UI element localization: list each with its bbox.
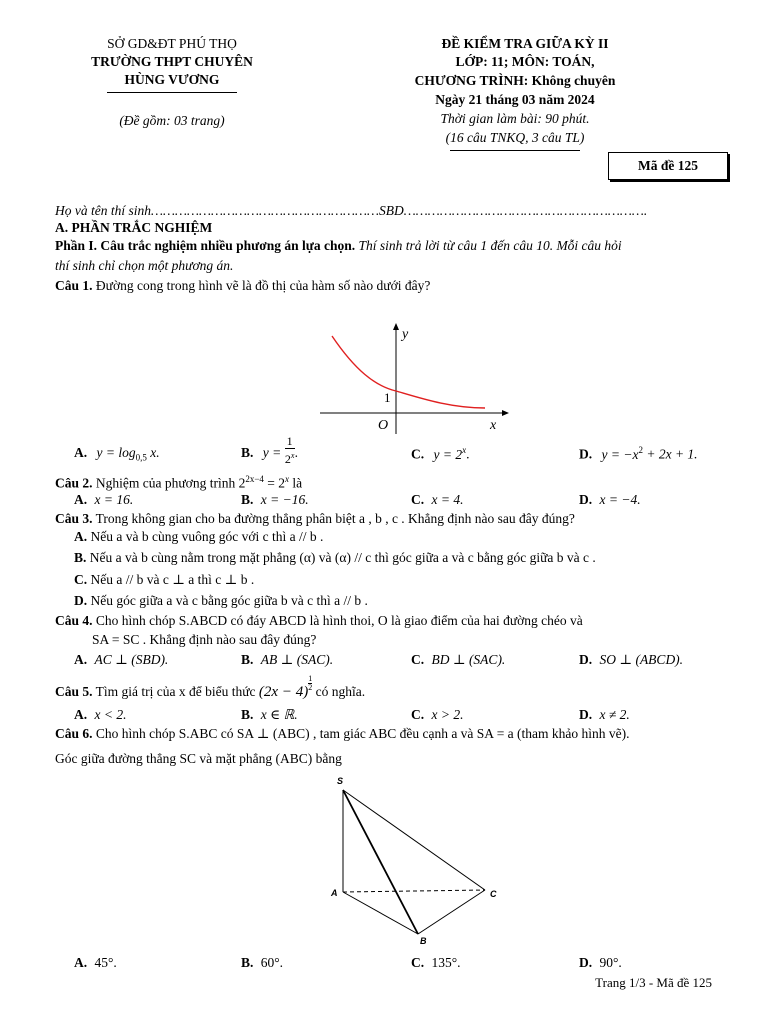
- option-letter: B.: [241, 707, 254, 722]
- option-letter: D.: [579, 707, 593, 722]
- option-text: AB ⊥ (SAC).: [260, 652, 334, 667]
- fraction-denominator: 2: [284, 452, 291, 466]
- question-tail: có nghĩa.: [312, 684, 366, 699]
- option-sub: 0,5: [135, 452, 147, 463]
- option-letter: C.: [411, 492, 425, 507]
- option-text: Nếu a và b cùng vuông góc với c thì a // b .: [90, 529, 324, 544]
- student-info-line: Họ và tên thí sinh…………………………………………………SBD…………………………………………………….: [55, 203, 648, 218]
- vertex-A-label: A: [331, 888, 338, 898]
- option-text: 135°.: [431, 955, 461, 970]
- intercept-label: 1: [384, 390, 391, 405]
- question-4: [55, 613, 583, 629]
- option-letter: C.: [411, 707, 425, 722]
- edge-SB: [343, 790, 418, 934]
- question-text: Cho hình chóp S.ABC có SA ⊥ (ABC) , tam giác ABC đều cạnh a và SA = a (tham khảo hình vẽ).: [92, 726, 630, 741]
- option-letter: D.: [579, 652, 593, 667]
- option-text: x = −16.: [260, 492, 309, 507]
- vertex-B-label: B: [420, 936, 427, 946]
- q2-option-d[interactable]: [579, 492, 641, 508]
- q6-option-b[interactable]: [241, 955, 283, 971]
- q4-option-a[interactable]: [74, 652, 168, 668]
- equation-rhs: = 2: [263, 475, 286, 491]
- q3-option-a[interactable]: [74, 529, 323, 545]
- equation-base: 2: [238, 475, 246, 491]
- option-fraction: [285, 435, 295, 466]
- question-label: Câu 6.: [55, 726, 93, 741]
- equation-exponent: 2x−4: [245, 474, 264, 484]
- option-text: x = 4.: [431, 492, 464, 507]
- option-text: y = −x: [601, 446, 639, 462]
- exponential-curve: [332, 336, 485, 408]
- exam-composition: (16 câu TNKQ, 3 câu TL): [445, 130, 585, 145]
- exam-code-box: Mã đề 125: [608, 152, 728, 180]
- q1-option-b[interactable]: [241, 435, 298, 466]
- page-footer: Trang 1/3 - Mã đề 125: [595, 975, 712, 990]
- question-4-line2: SA = SC . Khẳng định nào sau đây đúng?: [92, 632, 317, 647]
- section-title: A. PHẦN TRẮC NGHIỆM: [55, 220, 213, 235]
- part1-heading: Phần I. Câu trắc nghiệm nhiều phương án lựa chọn.: [55, 238, 356, 253]
- q3-option-c[interactable]: [74, 572, 254, 588]
- divider: [450, 150, 580, 151]
- origin-label: O: [378, 418, 389, 433]
- option-letter: C.: [74, 572, 88, 587]
- class-subject: LỚP: 11; MÔN: TOÁN,: [455, 54, 595, 69]
- q3-option-b[interactable]: [74, 550, 596, 566]
- option-text: Nếu a // b và c ⊥ a thì c ⊥ b .: [90, 572, 255, 587]
- question-label: Câu 2.: [55, 475, 93, 491]
- option-sup: 2: [638, 445, 643, 455]
- option-text: 45°.: [94, 955, 117, 970]
- part1-instruction-line2: thí sinh chỉ chọn một phương án.: [55, 258, 234, 273]
- exponent-denominator: 2: [308, 683, 313, 692]
- option-letter: A.: [74, 445, 88, 460]
- option-tail: x.: [146, 445, 160, 460]
- option-tail: .: [466, 446, 470, 462]
- exam-date: Ngày 21 tháng 03 năm 2024: [435, 92, 595, 107]
- exponent-numerator: 1: [308, 674, 313, 683]
- option-letter: C.: [411, 955, 425, 970]
- vertex-C-label: C: [490, 889, 497, 899]
- q5-option-a[interactable]: [74, 707, 126, 723]
- q4-option-c[interactable]: [411, 652, 505, 668]
- department-name: SỞ GD&ĐT PHÚ THỌ: [107, 36, 237, 51]
- q5-option-b[interactable]: [241, 707, 298, 723]
- option-letter: B.: [241, 445, 254, 460]
- q2-option-b[interactable]: [241, 492, 309, 508]
- option-text: 60°.: [260, 955, 284, 970]
- option-letter: B.: [241, 492, 254, 507]
- question-label: Câu 5.: [55, 684, 93, 699]
- question-6-line2: Góc giữa đường thẳng SC và mặt phẳng (ABC) bằng: [55, 751, 342, 766]
- option-text: y = 2: [433, 446, 463, 462]
- part1-instruction-text: Thí sinh trả lời từ câu 1 đến câu 10. Mỗi câu hỏi: [355, 238, 622, 253]
- pages-note: (Đề gồm: 03 trang): [119, 113, 225, 128]
- q6-option-c[interactable]: [411, 955, 461, 971]
- option-letter: D.: [579, 955, 593, 970]
- option-text: x = 16.: [94, 492, 134, 507]
- q2-option-a[interactable]: [74, 492, 133, 508]
- part1-instructions: [55, 238, 622, 254]
- question-label: Câu 3.: [55, 511, 93, 526]
- option-letter: B.: [74, 550, 87, 565]
- question-text: Trong không gian cho ba đường thẳng phân biệt a , b , c . Khẳng định nào sau đây đúng?: [92, 511, 575, 526]
- question-text: Cho hình chóp S.ABCD có đáy ABCD là hình thoi, O là giao điểm của hai đường chéo và: [92, 613, 583, 628]
- question-text: Nghiệm của phương trình: [92, 475, 239, 491]
- option-tail: .: [294, 445, 298, 460]
- q6-pyramid-figure: [325, 772, 510, 950]
- option-letter: C.: [411, 446, 425, 462]
- q1-option-c[interactable]: [411, 445, 469, 463]
- y-axis-label: y: [402, 327, 409, 342]
- equation-exponent-2: x: [285, 474, 290, 484]
- option-letter: A.: [74, 955, 88, 970]
- q4-option-b[interactable]: [241, 652, 333, 668]
- option-letter: A.: [74, 652, 88, 667]
- option-text: Nếu góc giữa a và c bằng góc giữa b và c thì a // b .: [90, 593, 368, 608]
- fraction-exponent: x: [290, 451, 295, 460]
- option-letter: D.: [74, 593, 88, 608]
- vertex-S-label: S: [337, 776, 344, 786]
- option-text: x = −4.: [599, 492, 641, 507]
- option-text: x < 2.: [94, 707, 127, 722]
- q4-option-d[interactable]: [579, 652, 683, 668]
- edge-AC-hidden: [343, 890, 485, 892]
- option-letter: C.: [411, 652, 425, 667]
- option-text: 90°.: [599, 955, 622, 970]
- option-letter: A.: [74, 529, 88, 544]
- x-axis-label: x: [490, 418, 497, 433]
- program: CHƯƠNG TRÌNH: Không chuyên: [414, 73, 616, 88]
- option-text: AC ⊥ (SBD).: [94, 652, 169, 667]
- school-name-2: HÙNG VƯƠNG: [124, 72, 220, 87]
- option-text: y =: [262, 445, 282, 460]
- option-letter: A.: [74, 707, 88, 722]
- q5-option-d[interactable]: [579, 707, 630, 723]
- option-text: Nếu a và b cùng nằm trong mặt phẳng (α) và (α) // c thì góc giữa a và c bằng góc giữa b và c .: [89, 550, 596, 565]
- option-text: BD ⊥ (SAC).: [431, 652, 506, 667]
- q6-option-d[interactable]: [579, 955, 622, 971]
- q1-option-a[interactable]: [74, 445, 160, 463]
- option-text: SO ⊥ (ABCD).: [599, 652, 684, 667]
- q1-graph: [320, 318, 520, 436]
- option-letter: D.: [579, 492, 593, 507]
- question-6: [55, 726, 630, 742]
- divider: [107, 92, 237, 93]
- question-tail: là: [289, 475, 303, 491]
- option-tail: + 2x + 1.: [642, 446, 698, 462]
- school-name: TRƯỜNG THPT CHUYÊN: [91, 54, 253, 69]
- exam-time: Thời gian làm bài: 90 phút.: [440, 111, 590, 126]
- question-text: Tìm giá trị của x để biểu thức: [92, 684, 259, 699]
- question-5: [55, 674, 366, 701]
- question-2: [55, 474, 302, 492]
- q1-option-d[interactable]: [579, 445, 698, 463]
- edge-SC: [343, 790, 485, 890]
- question-1: [55, 278, 430, 294]
- question-label: Câu 4.: [55, 613, 93, 628]
- option-text: x ∈ ℝ.: [260, 707, 298, 722]
- q5-option-c[interactable]: [411, 707, 463, 723]
- edge-BC: [418, 890, 485, 934]
- q2-option-c[interactable]: [411, 492, 463, 508]
- expression-exponent: [308, 675, 312, 692]
- option-text: x ≠ 2.: [599, 707, 630, 722]
- option-sup: x: [462, 445, 467, 455]
- option-text: x > 2.: [431, 707, 464, 722]
- question-3: [55, 511, 575, 527]
- fraction-numerator: 1: [286, 434, 293, 448]
- option-text: y = log: [96, 445, 136, 460]
- option-letter: D.: [579, 446, 593, 462]
- q6-option-a[interactable]: [74, 955, 117, 971]
- expression: (2x − 4): [258, 684, 309, 700]
- option-letter: A.: [74, 492, 88, 507]
- question-text: Đường cong trong hình vẽ là đồ thị của hàm số nào dưới đây?: [92, 278, 431, 293]
- exam-title: ĐỀ KIỂM TRA GIỮA KỲ II: [441, 36, 609, 51]
- option-letter: B.: [241, 955, 254, 970]
- option-letter: B.: [241, 652, 254, 667]
- question-label: Câu 1.: [55, 278, 93, 293]
- q3-option-d[interactable]: [74, 593, 368, 609]
